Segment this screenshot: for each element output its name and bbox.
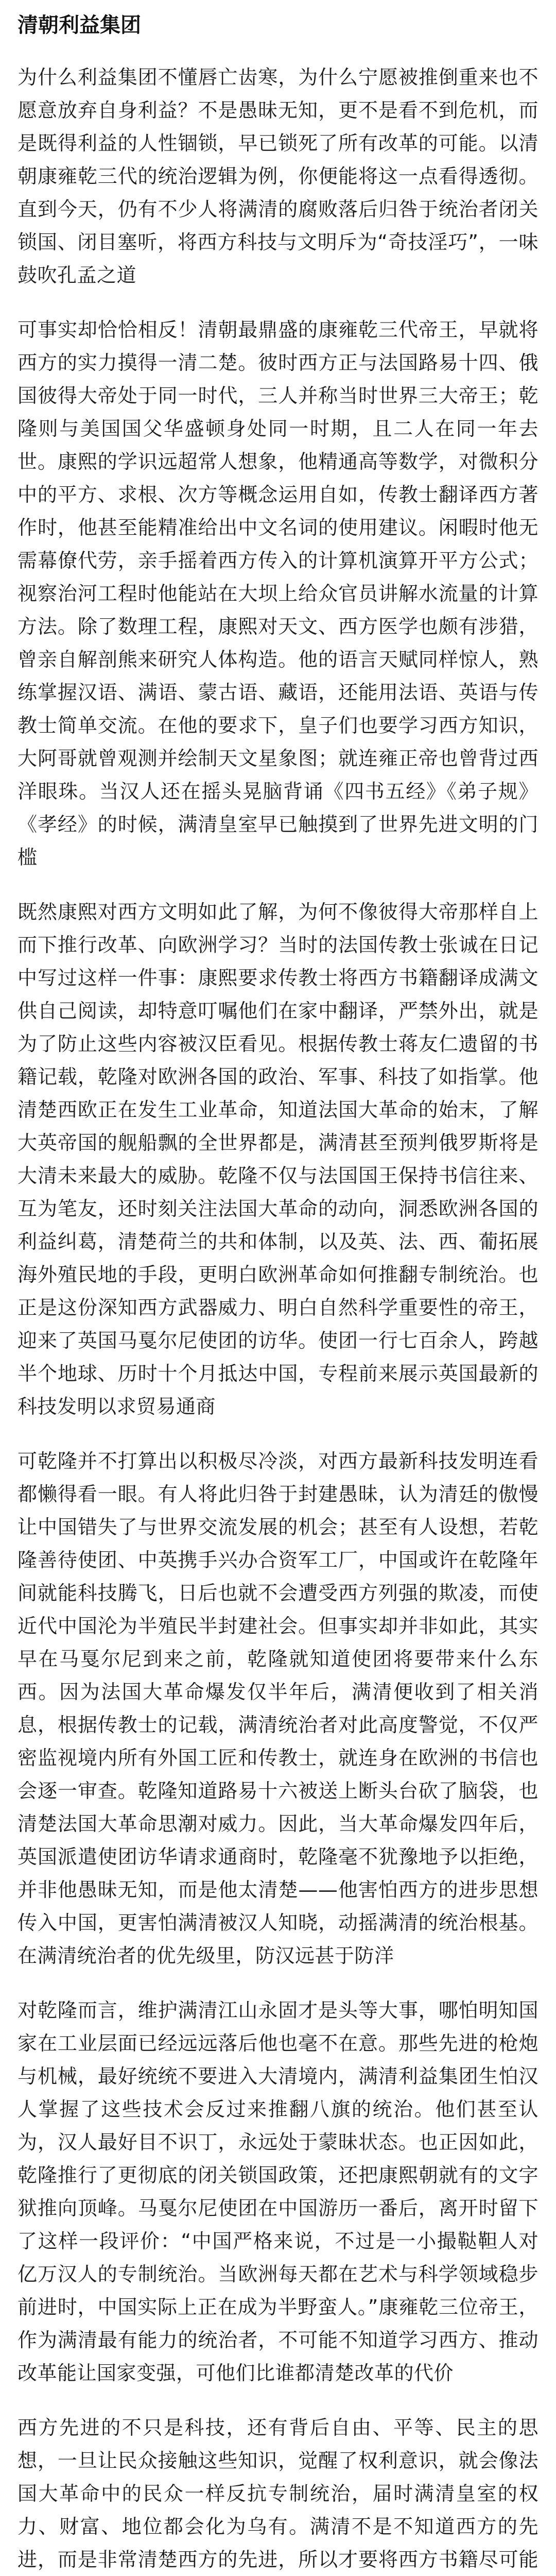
paragraph-1: 为什么利益集团不懂唇亡齿寒，为什么宁愿被推倒重来也不愿意放弃自身利益？不是愚昧无知，更不是看不到危机，而是既得利益的人性锢锁，早已锁死了所有改革的可能。以清朝康雍乾三代的统治逻辑为例，你便能将这一点看得透彻。直到今天，仍有不少人将满清的腐败落后归咎于统治者闭关锁国、闭目塞听，将西方科技与文明斥为“奇技淫巧”，一味鼓吹孔孟之道 (18, 66, 538, 286)
paragraph-3: 既然康熙对西方文明如此了解，为何不像彼得大帝那样自上而下推行改革、向欧洲学习？当时的法国传教士张诚在日记中写过这样一件事：康熙要求传教士将西方书籍翻译成满文供自己阅读，却特意叮嘱他们在家中翻译，严禁外出，就是为了防止这些内容被汉臣看见。根据传教士蒋友仁遗留的书籍记载，乾隆对欧洲各国的政治、军事、科技了如指掌。他清楚西欧正在发生工业革命，知道法国大革命的始末，了解大英帝国的舰船飘的全世界都是，满清甚至预判俄罗斯将是大清未来最大的威胁。乾隆不仅与法国国王保持书信往来、互为笔友，还时刻关注法国大革命的动向，洞悉欧洲各国的利益纠葛，清楚荷兰的共和体制，以及英、法、西、葡拓展海外殖民地的手段，更明白欧洲革命如何推翻专制统治。也正是这份深知西方武器威力、明白自然科学重要性的帝王，迎来了英国马戛尔尼使团的访华。使团一行七百余人，跨越半个地球、历时十个月抵达中国，专程前来展示英国最新的科技发明以求贸易通商 (18, 901, 538, 1418)
paragraph-6: 西方先进的不只是科技，还有背后自由、平等、民主的思想，一旦让民众接触这些知识，觉醒了权利意识，就会像法国大革命中的民众一样反抗专制统治，届时满清皇室的权力、财富、地位都会化为乌有。满清不是不知道西方的先进，而是非常清楚西方的先进，所以才要将西方书籍尽可能 (18, 2416, 538, 2571)
paragraph-4: 可乾隆并不打算出以积极尽冷淡，对西方最新科技发明连看都懒得看一眼。有人将此归咎于封建愚昧，认为清廷的傲慢让中国错失了与世界交流发展的机会；甚至有人设想，若乾隆善待使团、中英携手兴办合资军工厂，中国或许在乾隆年间就能科技腾飞，日后也就不会遭受西方列强的欺凌，而使近代中国沦为半殖民半封建社会。但事实却并非如此，其实早在马戛尔尼到来之前，乾隆就知道使团将要带来什么东西。因为法国大革命爆发仅半年后，满清便收到了相关消息，根据传教士的记载，满清统治者对此高度警觉，不仅严密监视境内所有外国工匠和传教士，就连身在欧洲的书信也会逐一审查。乾隆知道路易十六被送上断头台砍了脑袋，也清楚法国大革命思潮对威力。因此，当大革命爆发四年后，英国派遣使团访华请求通商时，乾隆毫不犹豫地予以拒绝，并非他愚昧无知，而是他太清楚——他害怕西方的进步思想传入中国，更害怕满清被汉人知晓，动摇满清的统治根基。在满清统治者的优先级里，防汉远甚于防洋 (18, 1450, 538, 1967)
paragraph-5: 对乾隆而言，维护满清江山永固才是头等大事，哪怕明知国家在工业层面已经远远落后他也毫不在意。那些先进的枪炮与机械，最好统统不要进入大清境内，满清利益集团生怕汉人掌握了这些技术会反过来推翻八旗的统治。他们甚至认为，汉人最好目不识丁，永远处于蒙昧状态。也正因如此，乾隆推行了更彻底的闭关锁国政策，还把康熙朝就有的文字狱推向顶峰。马戛尔尼使团在中国游历一番后，离开时留下了这样一段评价：“中国严格来说，不过是一小撮鞑靼人对亿万汉人的专制统治。当欧洲每天都在艺术与科学领域稳步前进时，中国实际上正在成为半野蛮人。”康雍乾三位帝王，作为满清最有能力的统治者，不可能不知道学习西方、推动改革能让国家变强，可他们比谁都清楚改革的代价 (18, 1999, 538, 2384)
paragraph-2: 可事实却恰恰相反！清朝最鼎盛的康雍乾三代帝王，早就将西方的实力摸得一清二楚。彼时西方正与法国路易十四、俄国彼得大帝处于同一时代，三人并称当时世界三大帝王；乾隆则与美国国父华盛顿身处同一时期，且二人在同一年去世。康熙的学识远超常人想象，他精通高等数学，对微积分中的平方、求根、次方等概念运用自如，传教士翻译西方著作时，他甚至能精准给出中文名词的使用建议。闲暇时他无需幕僚代劳，亲手摇着西方传入的计算机演算开平方公式；视察治河工程时他能站在大坝上给众官员讲解水流量的计算方法。除了数理工程，康熙对天文、西方医学也颇有涉猎，曾亲自解剖熊来研究人体构造。他的语言天赋同样惊人，熟练掌握汉语、满语、蒙古语、藏语，还能用法语、英语与传教士简单交流。在他的要求下，皇子们也要学习西方知识，大阿哥就曾观测并绘制天文星象图；就连雍正帝也曾背过西洋眼珠。当汉人还在摇头晃脑背诵《四书五经》《弟子规》《孝经》的时候，满清皇室早已触摸到了世界先进文明的门槛 (18, 318, 538, 869)
article-title: 清朝利益集团 (18, 13, 141, 37)
